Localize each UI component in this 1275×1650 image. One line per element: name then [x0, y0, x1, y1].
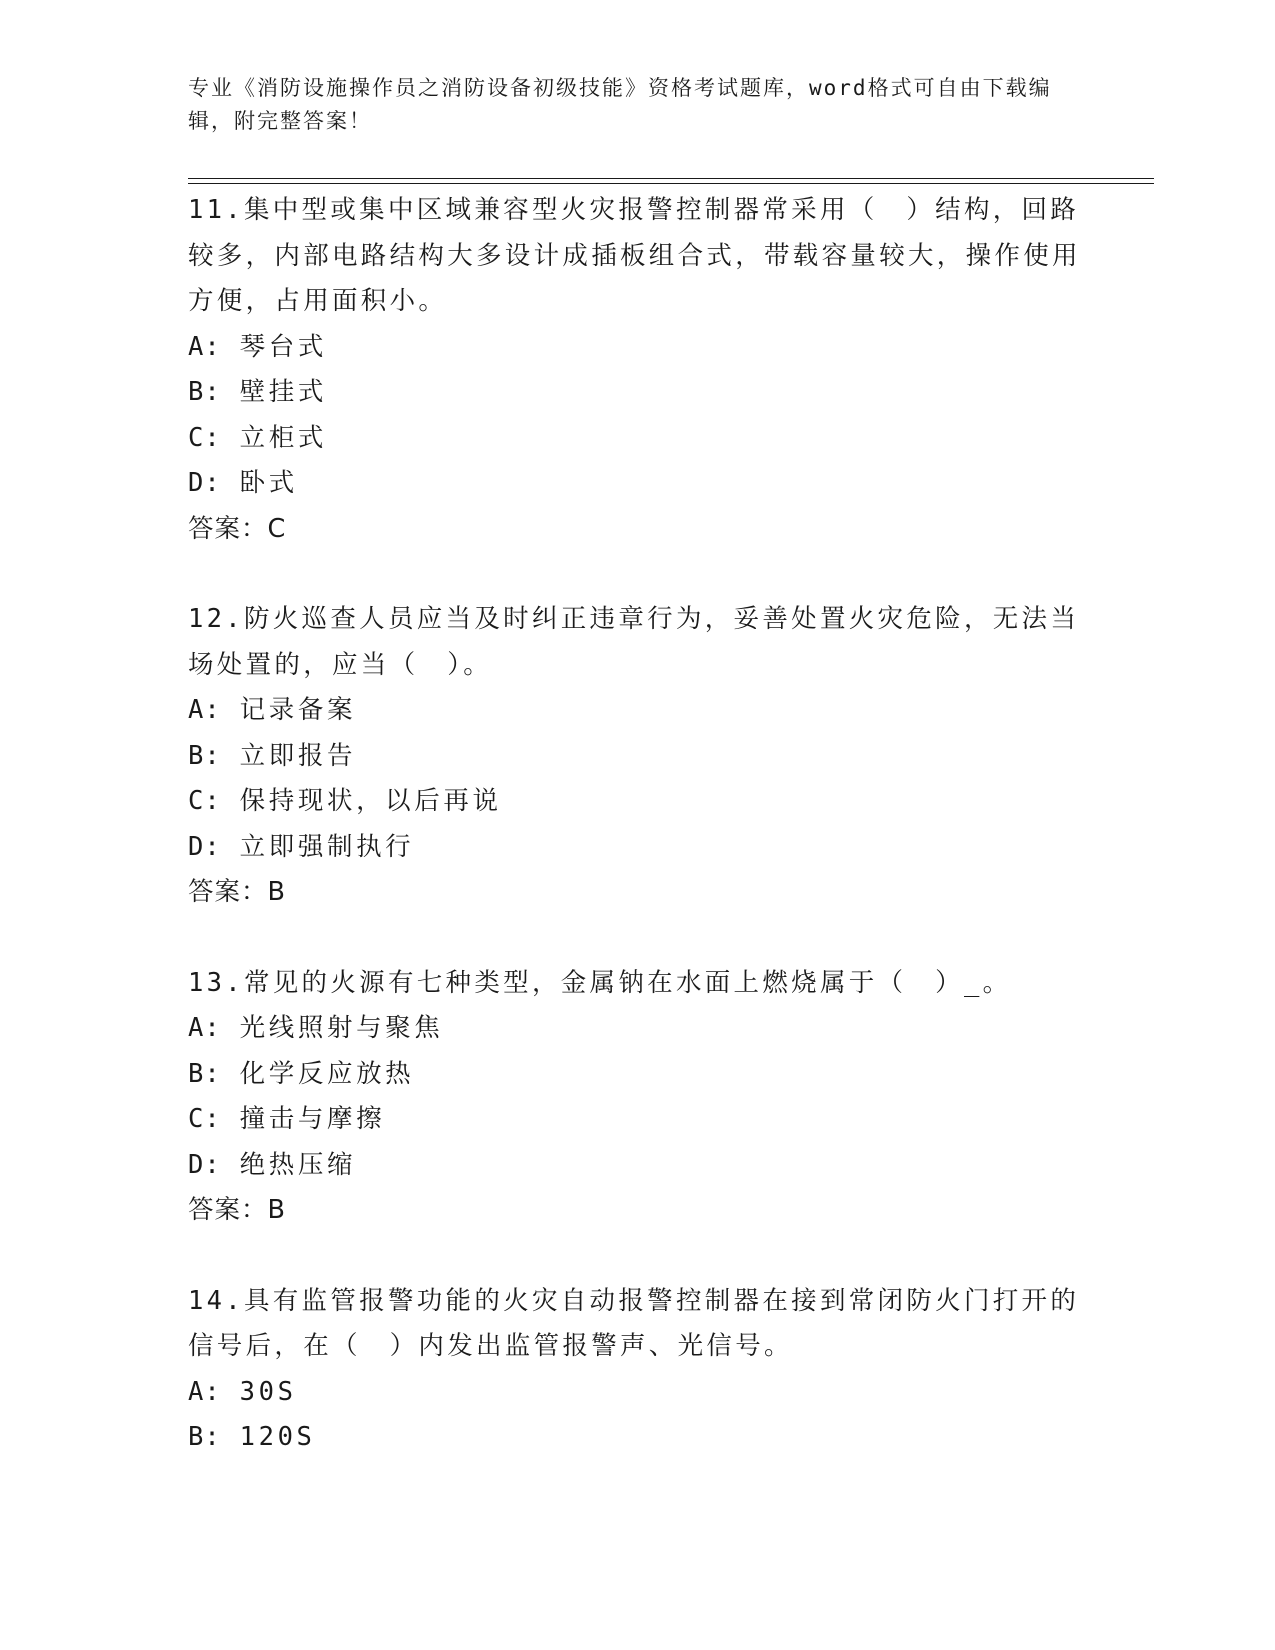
option-text: 记录备案: [239, 695, 357, 725]
option-b: [188, 1052, 1088, 1098]
question-stem: 13.常见的火源有七种类型，金属钠在水面上燃烧属于（ ）_。: [188, 967, 1012, 998]
question-14: [188, 1279, 1088, 1461]
option-key: A:: [188, 1376, 221, 1407]
option-a: [188, 688, 1088, 734]
option-c: [188, 779, 1088, 825]
option-b: [188, 734, 1088, 780]
answer-line: 答案：B: [188, 1195, 286, 1225]
header-divider-bottom: [188, 183, 1154, 184]
option-text: 化学反应放热: [239, 1058, 415, 1089]
option-d: [188, 1143, 1088, 1189]
option-key: A:: [188, 1013, 221, 1043]
option-text: 保持现状，以后再说: [239, 786, 502, 816]
option-a: [188, 325, 1088, 371]
option-key: B:: [188, 1422, 221, 1452]
header-divider-top: [188, 178, 1154, 179]
question-12: [188, 597, 1088, 916]
option-key: B:: [188, 377, 221, 407]
question-stem: 14.具有监管报警功能的火灾自动报警控制器在接到常闭防火门打开的信号后，在（ ）内发出监管报警声、光信号。: [188, 1285, 1080, 1361]
option-text: 立即强制执行: [239, 831, 415, 862]
option-key: B:: [188, 1058, 221, 1089]
option-text: 卧式: [239, 468, 298, 498]
question-stem: 11.集中型或集中区域兼容型火灾报警控制器常采用（ ）结构，回路较多，内部电路结构大多设计成插板组合式，带载容量较大，操作使用方便，占用面积小。: [188, 195, 1081, 316]
option-text: 撞击与摩擦: [239, 1104, 386, 1134]
question-list: [188, 188, 1088, 1461]
option-c: [188, 1097, 1088, 1143]
document-header: 专业《消防设施操作员之消防设备初级技能》资格考试题库，word格式可自由下载编辑，附完整答案！: [188, 76, 1052, 133]
option-key: C:: [188, 1104, 221, 1134]
option-text: 30S: [239, 1376, 297, 1407]
option-key: D:: [188, 831, 221, 862]
option-key: A:: [188, 695, 221, 725]
question-stem: 12.防火巡查人员应当及时纠正违章行为，妥善处置火灾危险，无法当场处置的，应当（ ）。: [188, 604, 1080, 680]
option-text: 120S: [239, 1422, 316, 1452]
option-key: D:: [188, 1149, 221, 1180]
option-d: [188, 825, 1088, 871]
option-a: [188, 1370, 1088, 1416]
option-text: 立柜式: [239, 422, 327, 453]
option-text: 立即报告: [239, 740, 357, 771]
option-text: 琴台式: [239, 331, 327, 362]
option-text: 光线照射与聚焦: [239, 1013, 444, 1043]
answer-line: 答案：C: [188, 513, 287, 544]
option-key: A:: [188, 331, 221, 362]
question-11: [188, 188, 1088, 552]
answer-line: 答案：B: [188, 877, 286, 907]
option-c: [188, 416, 1088, 462]
option-key: B:: [188, 740, 221, 771]
option-key: C:: [188, 422, 221, 453]
option-key: C:: [188, 786, 221, 816]
option-d: [188, 461, 1088, 507]
option-b: [188, 370, 1088, 416]
option-b: [188, 1415, 1088, 1461]
option-text: 壁挂式: [239, 377, 327, 407]
option-key: D:: [188, 468, 221, 498]
option-text: 绝热压缩: [239, 1149, 357, 1180]
option-a: [188, 1006, 1088, 1052]
question-13: [188, 961, 1088, 1234]
